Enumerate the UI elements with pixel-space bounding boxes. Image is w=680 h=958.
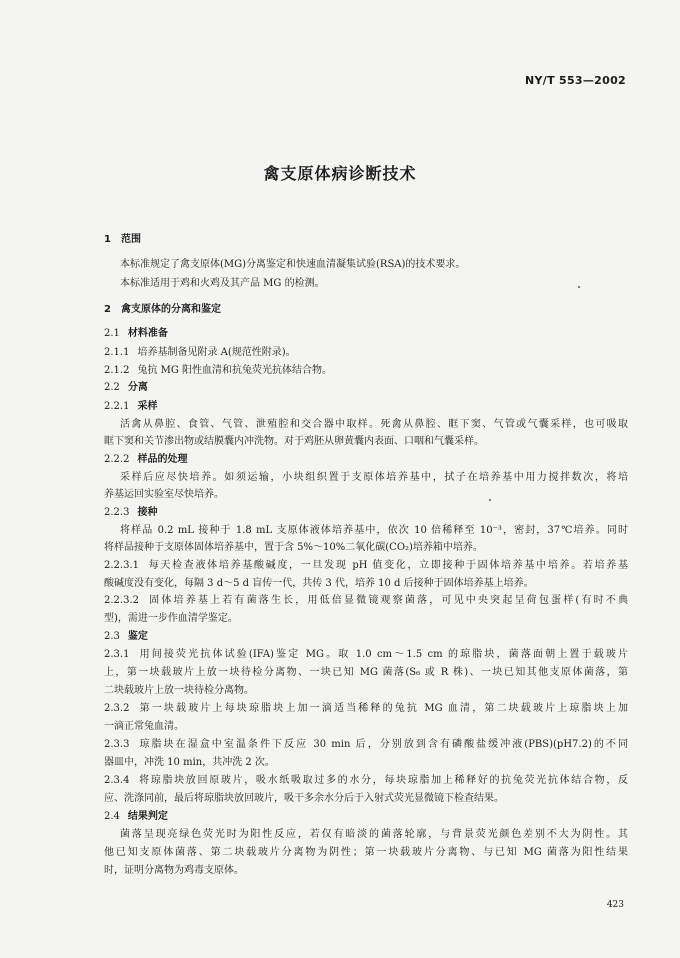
standard-number: NY/T 553—2002	[525, 74, 626, 87]
clause-text: 用间接荧光抗体试验(IFA)鉴定 MG。取 1.0 cm～1.5 cm 的琼脂块，菌落面朝上置于载玻片	[137, 649, 628, 660]
clause-text: 将琼脂块放回原玻片，吸水纸吸取过多的水分，每块琼脂加上稀释好的抗兔荧光抗体结合物，反	[137, 775, 628, 786]
clause-number: 2.4	[104, 811, 120, 822]
clause-2-1	[104, 327, 168, 341]
clause-2-2-3-line-1: 将样品 0.2 mL 接种于 1.8 mL 支原体液体培养基中，依次 10 倍稀释至 10⁻³，密封，37℃培养。同时	[120, 525, 628, 536]
clause-2-4-line-1: 菌落呈现亮绿色荧光时为阳性反应，若仅有暗淡的菌落轮廓，与背景荧光颜色差别不大为阴性。其	[120, 829, 628, 840]
clause-text: 兔抗 MG 阳性血清和抗兔荧光抗体结合物。	[137, 365, 333, 376]
clause-title: 鉴定	[127, 631, 148, 642]
clause-2-3-1-line-3: 二块载玻片上放一块待检分离物。	[104, 685, 254, 696]
clause-2-3	[104, 630, 148, 644]
clause-number: 2.2.3.1	[104, 560, 139, 571]
clause-2-3-3-line-2: 器皿中，冲洗 10 min，共冲洗 2 次。	[104, 757, 275, 768]
section-1-heading: 1 范围	[104, 234, 141, 245]
clause-title: 分离	[127, 382, 148, 393]
scan-speck	[578, 286, 580, 288]
clause-2-2-3-2-line-2: 型)，需进一步作血清学鉴定。	[104, 613, 238, 624]
clause-title: 采样	[137, 401, 158, 412]
clause-number: 2.2.1	[104, 401, 130, 412]
clause-number: 2.2.3.2	[104, 595, 139, 606]
clause-2-2-3-1-line-1	[104, 559, 628, 573]
clause-title: 样品的处理	[137, 454, 188, 465]
clause-2-2-2	[104, 453, 187, 467]
clause-number: 2.1	[104, 328, 120, 339]
section-1-paragraph-1: 本标准规定了禽支原体(MG)分离鉴定和快速血清凝集试验(RSA)的技术要求。	[120, 259, 466, 270]
clause-2-3-1-line-1	[104, 648, 628, 662]
clause-number: 2.2.3	[104, 507, 130, 518]
clause-2-2-3	[104, 506, 157, 520]
clause-text: 培养基制备见附录 A(规范性附录)。	[137, 347, 296, 358]
clause-number: 2.3	[104, 631, 120, 642]
clause-2-3-1-line-2: 上，第一块载玻片上放一块待检分离物、一块已知 MG 菌落(S₆ 或 R 株)、一块已知其他支原体菌落，第	[104, 667, 628, 678]
section-2-heading: 2 禽支原体的分离和鉴定	[104, 304, 221, 315]
clause-number: 2.3.2	[104, 703, 130, 714]
clause-number: 2.3.4	[104, 775, 130, 786]
clause-2-1-1	[104, 346, 296, 360]
clause-text: 固体培养基上若有菌落生长，用低倍显微镜观察菌落，可见中央突起呈荷包蛋样(有时不典	[147, 595, 628, 606]
clause-2-3-3-line-1	[104, 738, 628, 752]
clause-number: 2.3.3	[104, 739, 130, 750]
clause-number: 2.3.1	[104, 649, 130, 660]
clause-2-2-3-1-line-2: 酸碱度没有变化，每隔 3 d～5 d 盲传一代，共传 3 代，培养 10 d 后接种于固体培养基上培养。	[104, 578, 534, 589]
clause-2-2-1-line-1: 活禽从鼻腔、食管、气管、泄殖腔和交合器中取样。死禽从鼻腔、眶下窦、气管或气囊采样，也可吸取	[120, 419, 628, 430]
clause-2-3-4-line-2: 应、洗涤同前，最后将琼脂块放回玻片，吸干多余水分后于入射式荧光显微镜下检查结果。	[104, 793, 504, 804]
clause-2-4	[104, 810, 168, 824]
clause-2-2-1	[104, 400, 157, 414]
clause-title: 结果判定	[127, 811, 168, 822]
section-1-paragraph-2: 本标准适用于鸡和火鸡及其产品 MG 的检测。	[120, 278, 325, 289]
clause-number: 2.1.2	[104, 365, 130, 376]
clause-number: 2.2.2	[104, 454, 130, 465]
clause-2-3-4-line-1	[104, 774, 628, 788]
clause-text: 第一块载玻片上每块琼脂块上加一滴适当稀释的兔抗 MG 血清，第二块载玻片上琼脂块上加	[137, 703, 628, 714]
clause-number: 2.1.1	[104, 347, 130, 358]
clause-2-2-3-2-line-1	[104, 594, 628, 608]
clause-2-2	[104, 381, 148, 395]
clause-2-2-3-line-2: 将样品接种于支原体固体培养基中，置于含 5%～10%二氧化碳(CO₂)培养箱中培养。	[104, 542, 483, 553]
document-title: 禽支原体病诊断技术	[263, 164, 417, 183]
clause-title: 接种	[137, 507, 158, 518]
clause-text: 每天检查液体培养基酸碱度，一旦发现 pH 值变化，立即接种于固体培养基中培养。若培养基	[147, 560, 628, 571]
clause-2-3-2-line-1	[104, 702, 628, 716]
clause-2-3-2-line-2: 一滴正常兔血清。	[104, 721, 184, 732]
clause-2-4-line-2: 他已知支原体菌落、第二块载玻片分离物为阴性；第一块载玻片分离物、与已知 MG 菌落为阳性结果	[104, 847, 628, 858]
clause-text: 琼脂块在湿盒中室温条件下反应 30 min 后，分别放到含有磷酸盐缓冲液(PBS)(pH7.2)的不同	[137, 739, 628, 750]
scan-speck	[489, 499, 491, 501]
clause-2-4-line-3: 时，证明分离物为鸡毒支原体。	[104, 865, 244, 876]
page-number: 423	[606, 900, 624, 910]
clause-2-2-2-line-1: 采样后应尽快培养。如须运输，小块组织置于支原体培养基中，拭子在培养基中用力搅拌数次，将培	[120, 472, 628, 483]
clause-2-1-2	[104, 364, 332, 378]
clause-title: 材料准备	[127, 328, 168, 339]
clause-2-2-1-line-2: 眶下窦和关节渗出物或结膜囊内冲洗物。对于鸡胚从卵黄囊内表面、口咽和气囊采样。	[104, 436, 484, 447]
clause-number: 2.2	[104, 382, 120, 393]
clause-2-2-2-line-2: 养基运回实验室尽快培养。	[104, 489, 224, 500]
